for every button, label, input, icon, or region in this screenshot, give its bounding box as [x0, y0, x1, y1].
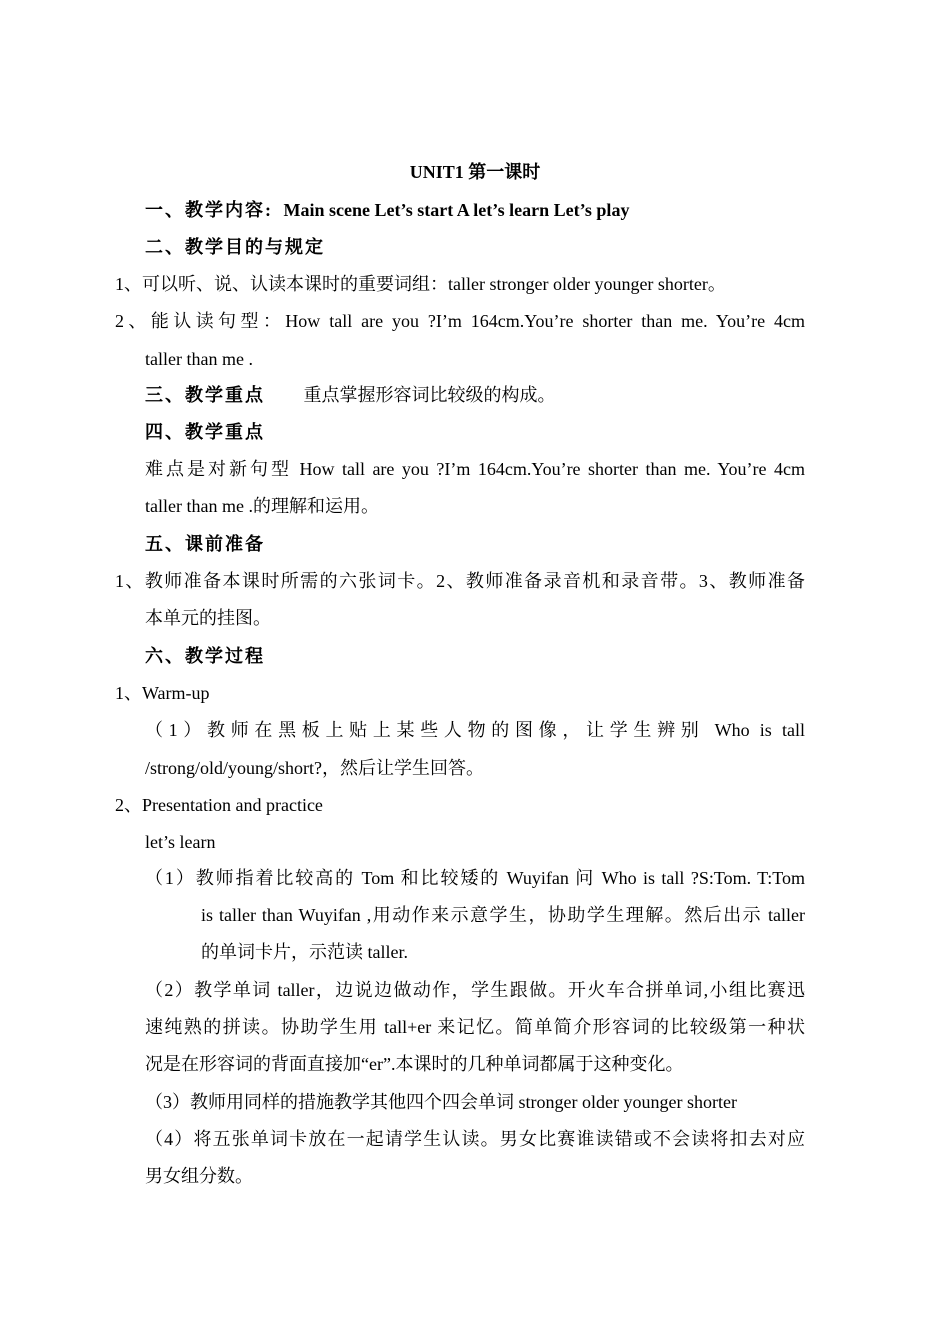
goal-1: 1、可以听、说、认读本课时的重要词组：taller stronger older younger shorter。 [115, 274, 726, 294]
difficult-line-1: 难点是对新句型 How tall are you ?I’m 164cm.You’re shorter than me. You’re 4cm [145, 459, 805, 479]
step-2-line-2: 速纯熟的拼读。协助学生用 tall+er 来记忆。简单简介形容词的比较级第一种状 [145, 1017, 805, 1037]
prep-line-1: 1、教师准备本课时所需的六张词卡。2、教师准备录音机和录音带。3、教师准备 [115, 571, 805, 591]
page-title: UNIT1 第一课时 [409, 162, 541, 182]
goal-2-line-2: taller than me . [145, 349, 253, 369]
step-4-line-1: （4）将五张单词卡放在一起请学生认读。男女比赛谁读错或不会读将扣去对应 [145, 1129, 805, 1149]
key-points-section [145, 383, 556, 407]
presentation-label: 2、Presentation and practice [115, 795, 323, 815]
content-heading: 一、教学内容: [145, 200, 273, 220]
step-2-line-1: （2）教学单词 taller，边说边做动作，学生跟做。开火车合拼单词,小组比赛迅 [145, 980, 805, 1000]
step-1-line-2: is taller than Wuyifan ,用动作来示意学生，协助学生理解。然后出示 taller [201, 905, 805, 925]
content-text: Main scene Let’s start A let’s learn Let’s play [283, 200, 630, 220]
warmup-label: 1、Warm-up [115, 683, 210, 703]
goal-2-line-1: 2、能认读句型：How tall are you ?I’m 164cm.You’re shorter than me. You’re 4cm [115, 311, 805, 331]
difficult-heading: 四、教学重点 [145, 422, 265, 442]
key-points-heading: 三、教学重点 [145, 385, 265, 405]
warmup-step-1-line-1: （1）教师在黑板上贴上某些人物的图像，让学生辨别 Who is tall [145, 720, 805, 740]
key-points-text: 重点掌握形容词比较级的构成。 [303, 385, 556, 405]
warmup-step-1-line-2: /strong/old/young/short?，然后让学生回答。 [145, 758, 484, 778]
step-2-line-3: 况是在形容词的背面直接加“er”.本课时的几种单词都属于这种变化。 [145, 1054, 684, 1074]
prep-line-2: 本单元的挂图。 [145, 608, 271, 628]
step-3-line-1: （3）教师用同样的措施教学其他四个四会单词 stronger older younger shorter [145, 1092, 737, 1112]
step-1-line-3: 的单词卡片，示范读 taller. [201, 942, 408, 962]
step-1-line-1: （1）教师指着比较高的 Tom 和比较矮的 Wuyifan 问 Who is tall ?S:Tom. T:Tom [145, 868, 805, 888]
step-4-line-2: 男女组分数。 [145, 1166, 253, 1186]
lets-learn-label: let’s learn [145, 832, 216, 852]
process-heading: 六、教学过程 [145, 646, 265, 666]
content-section [145, 198, 629, 222]
prep-heading: 五、课前准备 [145, 534, 265, 554]
difficult-line-2: taller than me .的理解和运用。 [145, 496, 379, 516]
goals-heading: 二、教学目的与规定 [145, 237, 325, 257]
